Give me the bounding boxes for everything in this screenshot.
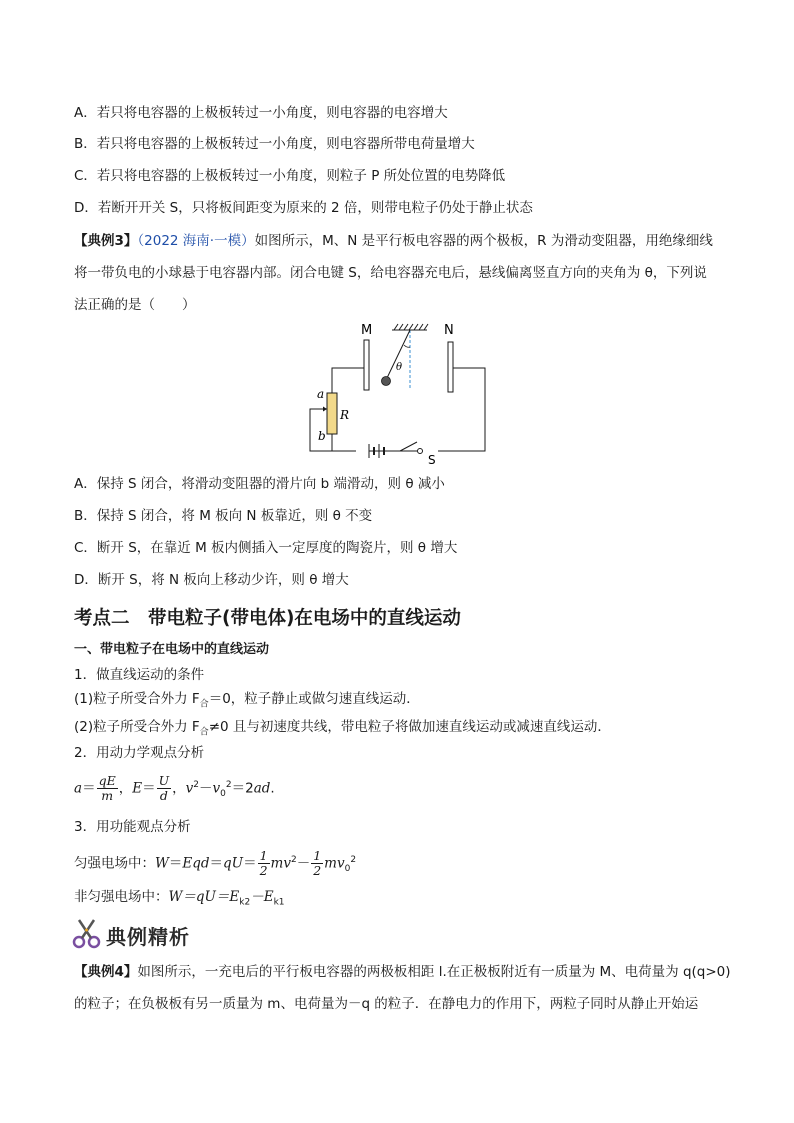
example3-option-b: B．保持 S 闭合，将 M 板向 N 板靠近，则 θ 不变 <box>74 508 373 524</box>
example3-option-d: D．断开 S，将 N 板向上移动少许，则 θ 增大 <box>74 572 349 588</box>
ceiling-support <box>392 324 428 330</box>
condition-1 <box>74 690 420 714</box>
label-a: a <box>317 387 325 401</box>
example3-line2: 将一带负电的小球悬于电容器内部。闭合电键 S，给电容器充电后，悬线偏离竖直方向的夹角为 θ，下列说 <box>74 265 707 281</box>
fraction-qE-m: $\frac{qE}{m}$ <box>98 773 116 803</box>
charged-ball <box>382 377 391 386</box>
option-a-q2: A．若只将电容器的上极板转过一小角度，则电容器的电容增大 <box>74 105 448 121</box>
banner-text: 典例精析 <box>106 925 190 949</box>
uniform-label: 匀强电场中： <box>74 855 155 872</box>
example3-tag: 【典例3】 <box>74 233 138 249</box>
plate-M <box>364 340 369 390</box>
capacitor-circuit-diagram <box>300 318 500 466</box>
item-2: 2．用动力学观点分析 <box>74 745 205 761</box>
nonuniform-label: 非匀强电场中： <box>74 889 169 905</box>
condition-2 <box>74 718 611 742</box>
option-d-q2: D．若断开开关 S，只将板间距变为原来的 2 倍，则带电粒子仍处于静止状态 <box>74 200 533 216</box>
example-analysis-banner <box>70 917 210 951</box>
example3-text-1: 如图所示，M、N 是平行板电容器的两个极板，R 为滑动变阻器，用绝缘细线 <box>254 233 713 249</box>
condition-1-a: (1)粒子所受合外力 F <box>74 691 200 707</box>
dynamics-formula: a＝ $\frac{qE}{m}$ ，E＝ $\frac{U}{d}$ ，$v^2-v_0^2=2ad$. <box>74 773 275 803</box>
rheostat-R <box>327 393 337 434</box>
example3-source: （2022 海南·一模） <box>137 233 255 249</box>
option-c-q2: C．若只将电容器的上极板转过一小角度，则粒子 P 所处位置的电势降低 <box>74 168 506 184</box>
uniform-field-formula: 匀强电场中：W＝Eqd＝qU＝ $\frac{1}{2}$ $mv^2-$ $\frac{1}{2}$ $mv_0^2$ <box>74 848 357 878</box>
fraction-U-d: $\frac{U}{d}$ <box>158 773 170 803</box>
label-b: b <box>318 429 326 443</box>
slider-arrow-head <box>323 407 327 412</box>
label-theta: θ <box>396 362 403 373</box>
example4-text-1: 如图所示，一充电后的平行板电容器的两极板相距 l.在正极板附近有一质量为 M、电荷量为 q(q>0) <box>137 964 731 980</box>
angle-arc <box>404 345 410 347</box>
label-N: N <box>444 323 454 338</box>
condition-2-b: ≠0 且与初速度共线，带电粒子将做加速直线运动或减速直线运动． <box>208 719 611 735</box>
example3-line1 <box>74 232 713 250</box>
item-3: 3．用功能观点分析 <box>74 819 191 835</box>
condition-1-b: ＝0，粒子静止或做匀速直线运动． <box>208 691 420 707</box>
section-subtitle: 一、带电粒子在电场中的直线运动 <box>74 642 270 657</box>
label-R: R <box>340 408 350 422</box>
plate-N <box>448 342 453 392</box>
example4-tag: 【典例4】 <box>74 964 138 980</box>
scissors-icon <box>70 917 104 951</box>
example3-option-a: A．保持 S 闭合，将滑动变阻器的滑片向 b 端滑动，则 θ 减小 <box>74 476 445 492</box>
option-b-q2: B．若只将电容器的上极板转过一小角度，则电容器所带电荷量增大 <box>74 136 475 152</box>
condition-1-sub: 合 <box>199 699 209 710</box>
condition-2-a: (2)粒子所受合外力 F <box>74 719 200 735</box>
example4-line1 <box>74 963 731 981</box>
label-M: M <box>361 323 373 338</box>
label-S: S <box>428 453 436 466</box>
example4-line2: 的粒子；在负极板有另一质量为 m、电荷量为－q 的粒子．在静电力的作用下，两粒子同时从静止开始运 <box>74 996 699 1012</box>
section-title: 考点二 带电粒子(带电体)在电场中的直线运动 <box>74 608 461 629</box>
nonuniform-field-formula: 非匀强电场中：$W=qU=E_{k2}-E_{k1}$ <box>74 889 285 908</box>
condition-2-sub: 合 <box>199 727 209 738</box>
example3-option-c: C．断开 S，在靠近 M 板内侧插入一定厚度的陶瓷片，则 θ 增大 <box>74 540 458 556</box>
item-1: 1．做直线运动的条件 <box>74 667 205 683</box>
switch-S <box>400 442 423 454</box>
example3-line3: 法正确的是（ ） <box>74 297 196 313</box>
